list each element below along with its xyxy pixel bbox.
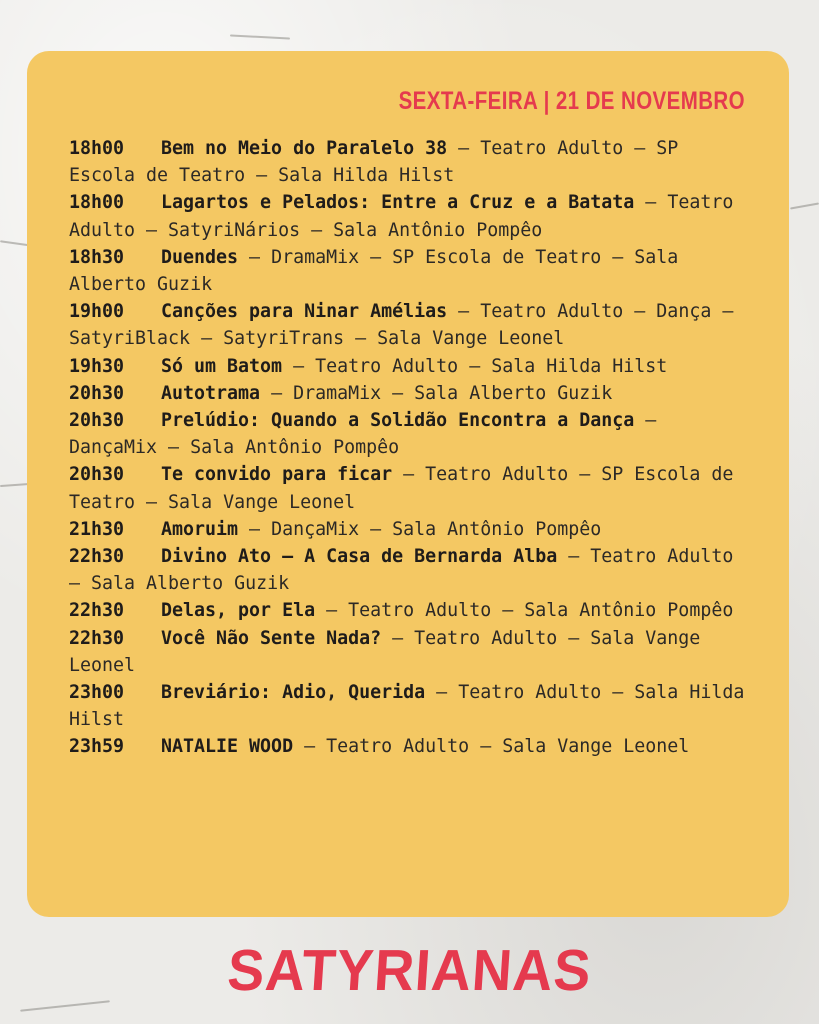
event-title: Duendes (161, 246, 239, 268)
event-details: DançaMix – Sala Antônio Pompêo (271, 518, 602, 540)
event-title: NATALIE WOOD (161, 736, 294, 758)
schedule-item (69, 543, 745, 597)
event-title: Só um Batom (161, 355, 283, 377)
event-title: Breviário: Adio, Querida (161, 682, 426, 704)
event-details: DramaMix – Sala Alberto Guzik (293, 382, 613, 404)
event-time: 22h30 (69, 600, 125, 622)
event-details: Teatro Adulto – SP Escola de Teatro – Sala Vange Leonel (69, 464, 734, 513)
event-details: Teatro Adulto – SatyriNários – Sala Antônio Pompêo (69, 192, 734, 241)
schedule-item (69, 244, 745, 298)
event-details: Teatro Adulto – Dança – SatyriBlack – SatyriTrans – Sala Vange Leonel (69, 301, 734, 350)
event-details: Teatro Adulto – Sala Antônio Pompêo (348, 600, 734, 622)
wall-crack (0, 483, 30, 487)
event-details: DançaMix – Sala Antônio Pompêo (69, 437, 400, 459)
satyrianas-logo: SATYRIANAS (225, 938, 594, 1003)
event-separator: – (315, 600, 349, 622)
event-separator: – (447, 301, 481, 323)
event-details: Teatro Adulto – SP Escola de Teatro – Sala Hilda Hilst (69, 138, 679, 187)
schedule-item (69, 597, 745, 624)
event-details: Teatro Adulto – Sala Hilda Hilst (69, 682, 745, 731)
event-time: 19h30 (69, 355, 125, 377)
event-time: 23h00 (69, 682, 125, 704)
event-separator: – (634, 410, 657, 432)
wall-crack (230, 34, 290, 39)
event-time: 18h30 (69, 246, 125, 268)
event-separator: – (238, 246, 272, 268)
schedule-item (69, 298, 745, 352)
event-title: Bem no Meio do Paralelo 38 (161, 138, 448, 159)
event-details: Teatro Adulto – Sala Alberto Guzik (69, 546, 734, 595)
event-time: 22h30 (69, 546, 125, 568)
event-separator: – (557, 546, 591, 568)
event-details: Teatro Adulto – Sala Vange Leonel (326, 736, 690, 758)
event-separator: – (293, 736, 327, 758)
event-time: 20h30 (69, 464, 125, 486)
event-title: Delas, por Ela (161, 600, 316, 622)
event-time: 22h30 (69, 627, 125, 649)
schedule-item (69, 516, 745, 543)
event-details: DramaMix – SP Escola de Teatro – Sala Alberto Guzik (69, 246, 679, 296)
schedule-item (69, 407, 745, 461)
event-time: 18h00 (69, 192, 125, 214)
event-title: Lagartos e Pelados: Entre a Cruz e a Batata (161, 192, 635, 214)
schedule-list (69, 135, 745, 761)
event-title: Prelúdio: Quando a Solidão Encontra a Dança (161, 410, 635, 432)
event-time: 20h30 (69, 382, 125, 404)
event-title: Canções para Ninar Amélias (161, 301, 448, 323)
event-details: Teatro Adulto – Sala Hilda Hilst (315, 355, 668, 377)
event-separator: – (260, 382, 294, 404)
schedule-item (69, 353, 745, 380)
schedule-item (69, 189, 745, 243)
event-time: 20h30 (69, 410, 125, 432)
event-separator: – (447, 138, 481, 159)
event-title: Amoruim (161, 518, 239, 540)
event-title: Você Não Sente Nada? (161, 627, 382, 649)
schedule-item (69, 733, 745, 760)
date-heading: SEXTA-FEIRA | 21 DE NOVEMBRO (398, 87, 745, 115)
event-time: 21h30 (69, 518, 125, 540)
event-time: 18h00 (69, 138, 125, 159)
schedule-item (69, 135, 745, 189)
schedule-card (27, 51, 789, 917)
event-separator: – (381, 627, 415, 649)
schedule-item (69, 625, 745, 679)
event-separator: – (282, 355, 316, 377)
event-time: 23h59 (69, 736, 125, 758)
schedule-item (69, 679, 745, 733)
event-title: Te convido para ficar (161, 464, 393, 486)
event-title: Divino Ato – A Casa de Bernarda Alba (161, 546, 558, 568)
event-details: Teatro Adulto – Sala Vange Leonel (69, 627, 701, 676)
wall-crack (790, 202, 819, 209)
schedule-item (69, 461, 745, 515)
event-time: 19h00 (69, 301, 125, 323)
event-separator: – (425, 682, 459, 704)
event-title: Autotrama (161, 382, 261, 404)
event-separator: – (634, 192, 668, 214)
schedule-item (69, 380, 745, 407)
event-separator: – (392, 464, 426, 486)
event-separator: – (238, 518, 272, 540)
